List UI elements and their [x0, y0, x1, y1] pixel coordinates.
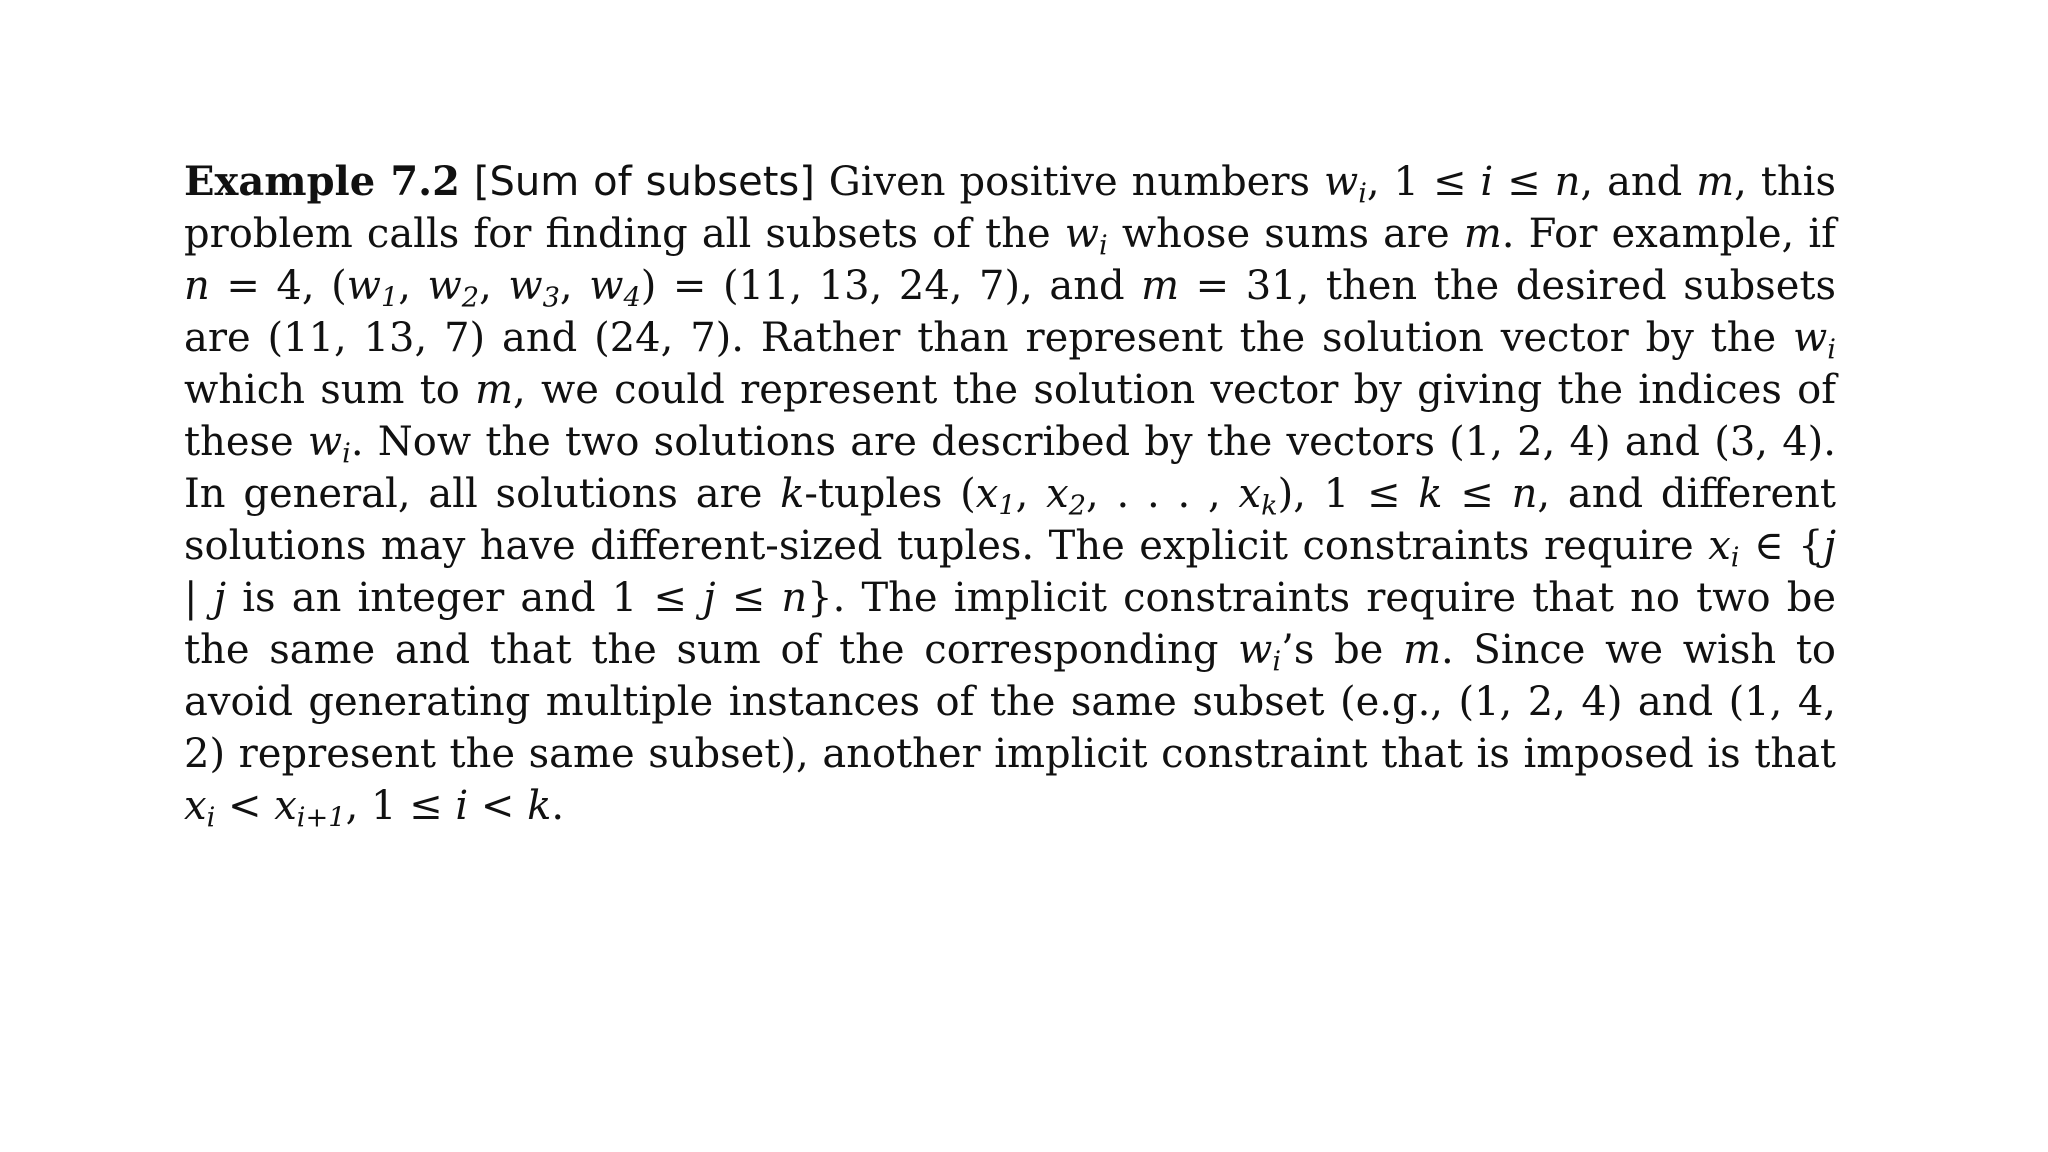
- math-symbol: j: [703, 575, 716, 621]
- text-run: ≤: [715, 575, 782, 621]
- math-subscript: 1: [998, 490, 1016, 522]
- text-run: ,: [559, 263, 590, 309]
- math-subscript: i: [1730, 542, 1740, 574]
- math-symbol: i: [1480, 159, 1494, 205]
- example-label: Example 7.2: [184, 158, 460, 205]
- text-run: whose sums are: [1107, 211, 1464, 257]
- math-subscript: i: [206, 802, 216, 834]
- math-symbol: n: [1554, 159, 1581, 205]
- math-symbol: w: [1238, 627, 1273, 673]
- math-symbol: x: [274, 783, 297, 829]
- text-run: .: [551, 783, 565, 829]
- text-run: . For example, if: [1501, 211, 1836, 257]
- math-subscript: i: [1272, 646, 1282, 678]
- text-run: ), 1 ≤: [1277, 471, 1419, 517]
- text-run: ,: [1015, 471, 1047, 517]
- text-run: <: [468, 783, 528, 829]
- math-symbol: j: [213, 575, 227, 621]
- math-subscript: 1: [380, 282, 399, 314]
- text-run: ) = (11, 13, 24, 7), and: [640, 263, 1142, 309]
- math-subscript: 3: [542, 282, 560, 314]
- math-subscript: i: [342, 438, 351, 470]
- example-paragraph: [184, 156, 1836, 832]
- text-run: |: [184, 575, 214, 621]
- math-symbol: m: [1141, 263, 1180, 309]
- math-symbol: w: [1323, 159, 1359, 205]
- math-symbol: x: [1238, 471, 1262, 517]
- math-subscript: i+1: [296, 802, 346, 834]
- text-run: , and: [1580, 159, 1697, 205]
- math-subscript: 4: [623, 282, 641, 314]
- text-run: ,: [479, 263, 509, 309]
- text-run: -tuples (: [804, 471, 976, 517]
- text-run: , this problem calls for finding all subsets of the: [184, 159, 1836, 257]
- text-run: ’s be: [1281, 627, 1404, 673]
- math-symbol: w: [589, 263, 624, 309]
- math-symbol: m: [1463, 211, 1502, 257]
- text-run: , and different solutions may have different-sized tuples. The explicit constraints require: [184, 471, 1836, 569]
- math-symbol: k: [1418, 471, 1443, 517]
- text-run: is an integer and 1 ≤: [226, 575, 704, 621]
- text-run: ≤: [1493, 159, 1555, 205]
- math-symbol: m: [1403, 627, 1441, 673]
- math-symbol: n: [1511, 471, 1538, 517]
- math-symbol: m: [1696, 159, 1735, 205]
- text-run: <: [215, 783, 275, 829]
- math-symbol: w: [1793, 315, 1828, 361]
- math-symbol: k: [527, 783, 552, 829]
- math-symbol: n: [781, 575, 808, 621]
- math-symbol: w: [508, 263, 543, 309]
- math-subscript: 2: [1068, 490, 1087, 522]
- text-run: }. The implicit constraints require that no two be the same and that the sum of the corresponding: [184, 575, 1837, 673]
- text-run: = 31, then the desired subsets are (11, 13, 7) and (24, 7). Rather than represent the solution vector by the: [184, 263, 1836, 361]
- text-run: . Now the two solutions are described by the vectors (1, 2, 4) and (3, 4). In general, all solutions are: [184, 419, 1836, 517]
- math-symbol: x: [1708, 523, 1731, 569]
- text-run: which sum to: [184, 367, 476, 413]
- math-symbol: j: [1823, 523, 1836, 569]
- math-symbol: w: [1064, 211, 1100, 257]
- text-run: Given positive numbers: [814, 159, 1324, 205]
- math-subscript: i: [1827, 334, 1836, 366]
- math-subscript: k: [1261, 490, 1278, 522]
- math-subscript: i: [1099, 230, 1108, 262]
- math-symbol: x: [184, 783, 207, 829]
- math-symbol: n: [184, 263, 210, 309]
- math-symbol: w: [346, 263, 381, 309]
- math-symbol: k: [780, 471, 805, 517]
- text-run: ,: [398, 263, 428, 309]
- text-run: , 1 ≤: [345, 783, 456, 829]
- math-symbol: w: [307, 419, 343, 465]
- text-run: . Since we wish to avoid generating multiple instances of the same subset (e.g., (1, 2, 4) and (1, 4, 2) represent the same subset), another implicit constraint that is imposed is that: [184, 627, 1836, 777]
- math-symbol: m: [475, 367, 514, 413]
- math-symbol: i: [455, 783, 469, 829]
- text-run: ≤: [1442, 471, 1512, 517]
- example-topic: [Sum of subsets]: [473, 159, 815, 205]
- math-symbol: x: [1046, 471, 1069, 517]
- text-run: , . . . ,: [1086, 471, 1239, 517]
- text-run: = 4, (: [209, 263, 347, 309]
- math-symbol: x: [975, 471, 999, 517]
- text-run: , 1 ≤: [1366, 159, 1481, 205]
- example-body-text: [184, 159, 1837, 834]
- math-subscript: i: [1358, 178, 1367, 210]
- math-subscript: 2: [461, 282, 480, 314]
- text-run: ∈ {: [1739, 523, 1824, 569]
- math-symbol: w: [427, 263, 462, 309]
- text-run: , we could represent the solution vector by giving the indices of these: [184, 367, 1837, 465]
